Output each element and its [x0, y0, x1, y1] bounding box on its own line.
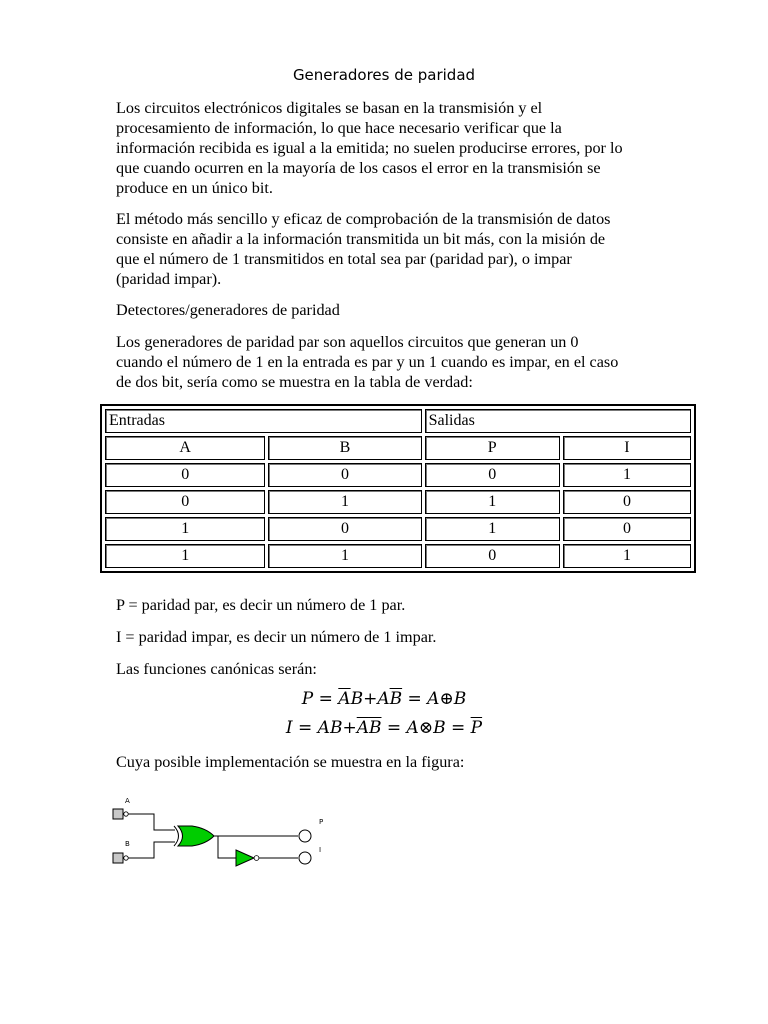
- formula-symbol: $\overline{A}$: [338, 689, 351, 709]
- table-column-header-row: [105, 436, 691, 460]
- text-line: Los circuitos electrónicos digitales se basan en la transmisión y el: [116, 99, 543, 117]
- formula-symbol: P: [301, 689, 314, 709]
- table-cell: 1: [268, 544, 421, 568]
- definition-odd-parity: I = paridad impar, es decir un número de 1 impar.: [116, 628, 437, 646]
- formula-symbol: B: [329, 718, 343, 738]
- formula-operator: =: [450, 718, 466, 738]
- formula-odd-parity: [0, 718, 768, 738]
- table-cell: 1: [425, 490, 560, 514]
- formula-operator: =: [386, 718, 402, 738]
- parity-circuit-diagram: [108, 788, 348, 878]
- text-line: procesamiento de información, lo que hace necesario verificar que la: [116, 119, 562, 137]
- formula-symbol: A: [317, 718, 330, 738]
- table-cell: 1: [425, 517, 560, 541]
- truth-table: [100, 404, 696, 573]
- text-line: Los generadores de paridad par son aquellos circuitos que generan un 0: [116, 333, 579, 351]
- table-cell: 0: [425, 463, 560, 487]
- group-header-inputs: Entradas: [105, 409, 422, 433]
- page-title: Generadores de paridad: [292, 66, 476, 84]
- column-header: I: [563, 436, 691, 460]
- table-cell: 1: [105, 517, 265, 541]
- xor-symbol: ⊕: [439, 689, 454, 709]
- table-cell: 0: [105, 490, 265, 514]
- formula-symbol: $\overline{B}$: [368, 718, 382, 738]
- table-group-header-row: [105, 409, 691, 433]
- text-line: (paridad impar).: [116, 270, 222, 288]
- formula-operator: =: [318, 689, 333, 709]
- input-b-switch: [113, 853, 123, 863]
- column-header: B: [268, 436, 421, 460]
- inverter-bubble: [254, 856, 259, 861]
- table-row: [105, 544, 691, 568]
- table-cell: 0: [563, 517, 691, 541]
- table-cell: 0: [268, 463, 421, 487]
- text-line: produce en un único bit.: [116, 179, 273, 197]
- paragraph-method: [116, 209, 706, 289]
- input-a-switch: [113, 809, 123, 819]
- text-line: que el número de 1 transmitidos en total sea par (paridad par), o impar: [116, 250, 572, 268]
- text-line: El método más sencillo y eficaz de comprobación de la transmisión de datos: [116, 210, 611, 228]
- table-cell: 1: [105, 544, 265, 568]
- table-cell: 0: [563, 490, 691, 514]
- text-line: consiste en añadir a la información transmitida un bit más, con la misión de: [116, 230, 606, 248]
- formula-operator: +: [342, 718, 357, 738]
- formula-operator: =: [407, 689, 422, 709]
- formula-symbol: B: [453, 689, 467, 709]
- table-row: [105, 463, 691, 487]
- output-i-lamp: [299, 852, 311, 864]
- text-line: de dos bit, sería como se muestra en la tabla de verdad:: [116, 373, 473, 391]
- formula-operator: +: [363, 689, 378, 709]
- implementation-caption: Cuya posible implementación se muestra en la figura:: [116, 753, 465, 771]
- formula-symbol: A: [427, 689, 440, 709]
- paragraph-generators: [116, 332, 706, 392]
- formula-operator: =: [298, 718, 313, 738]
- input-b-pin: [124, 856, 128, 860]
- table-cell: 1: [563, 463, 691, 487]
- wire-b: [128, 842, 175, 858]
- section-heading: Detectores/generadores de paridad: [116, 301, 340, 319]
- table-row: [105, 517, 691, 541]
- wire-to-inverter: [218, 836, 236, 858]
- column-header: P: [425, 436, 560, 460]
- text-line: cuando el número de 1 en la entrada es par y un 1 cuando es impar, en el caso: [116, 353, 619, 371]
- output-p-label: P: [319, 818, 324, 826]
- table-cell: 0: [105, 463, 265, 487]
- formula-symbol: A: [406, 718, 419, 738]
- formula-symbol: A: [377, 689, 390, 709]
- input-a-label: A: [125, 797, 130, 805]
- column-header: A: [105, 436, 265, 460]
- formula-even-parity: [0, 689, 768, 709]
- input-a-pin: [124, 812, 128, 816]
- text-line: información recibida es igual a la emitida; no suelen producirse errores, por lo: [116, 139, 623, 157]
- group-header-outputs: Salidas: [425, 409, 691, 433]
- formula-symbol: B: [350, 689, 364, 709]
- definition-even-parity: P = paridad par, es decir un número de 1 par.: [116, 596, 406, 614]
- paragraph-intro: [116, 98, 706, 198]
- table-cell: 0: [268, 517, 421, 541]
- text-line: que cuando ocurren en la mayoría de los casos el error en la transmisión se: [116, 159, 601, 177]
- formula-symbol: $\overline{A}$: [356, 718, 369, 738]
- formula-symbol: $\overline{B}$: [389, 689, 403, 709]
- table-row: [105, 490, 691, 514]
- formula-symbol: B: [433, 718, 446, 738]
- xor-gate-input-arc: [174, 826, 179, 846]
- output-p-lamp: [299, 830, 311, 842]
- formula-symbol: $\overline{P}$: [470, 718, 483, 738]
- wire-a: [128, 814, 175, 830]
- xnor-symbol: ⊗: [418, 718, 434, 738]
- input-b-label: B: [125, 840, 130, 848]
- table-cell: 1: [268, 490, 421, 514]
- formula-symbol: I: [285, 718, 293, 738]
- canonical-functions-intro: Las funciones canónicas serán:: [116, 660, 317, 678]
- table-cell: 1: [563, 544, 691, 568]
- output-i-label: I: [319, 846, 322, 854]
- table-cell: 0: [425, 544, 560, 568]
- xor-gate: [178, 826, 214, 846]
- inverter-gate: [236, 850, 254, 866]
